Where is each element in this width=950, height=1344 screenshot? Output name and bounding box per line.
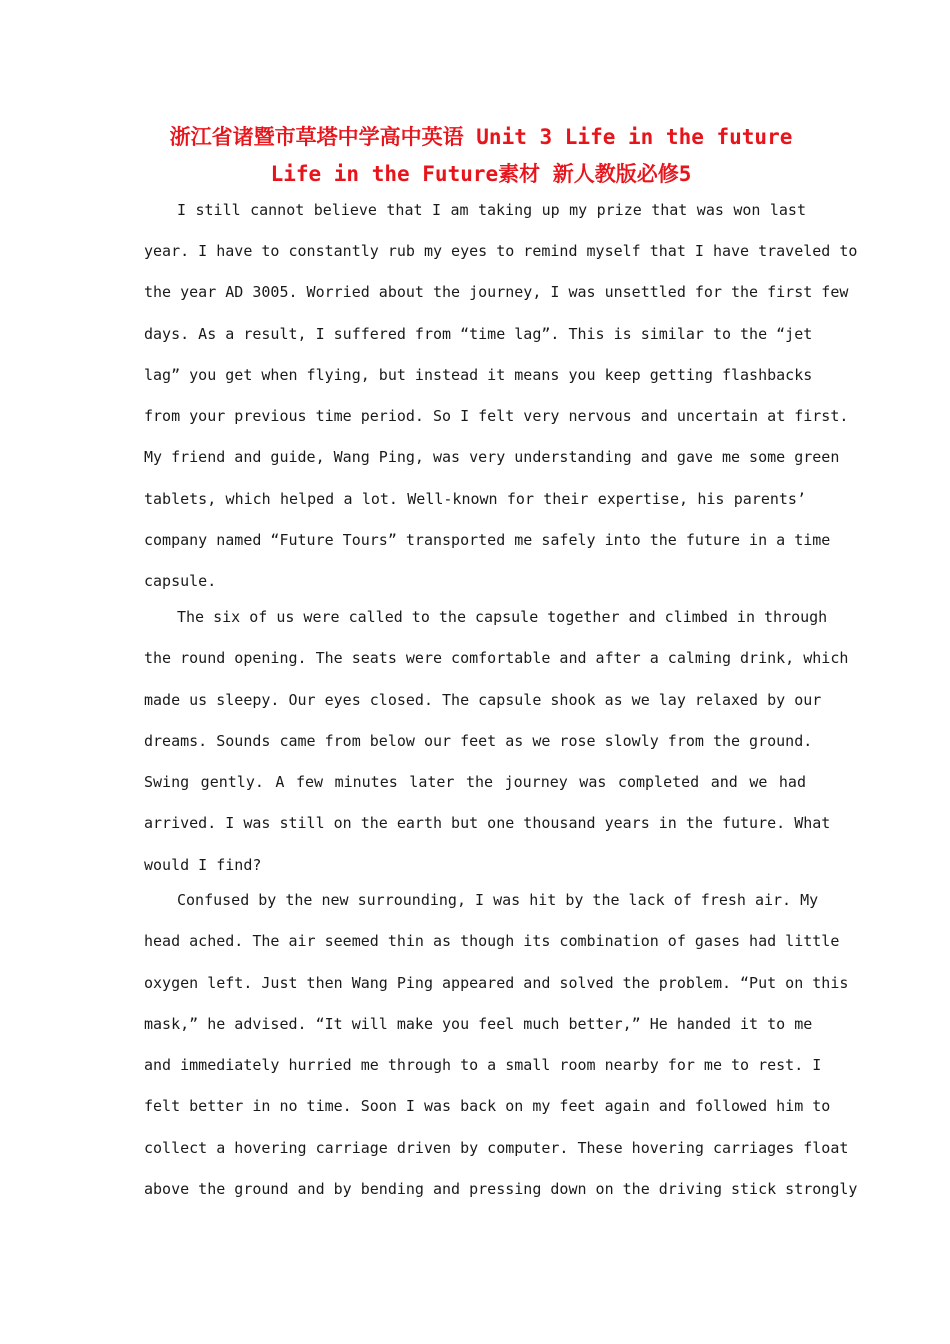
text-line: days. As a result, I suffered from “time lag”. This is similar to the “jet (144, 325, 813, 343)
text-line: dreams. Sounds came from below our feet as we rose slowly from the ground. (144, 732, 813, 750)
text-line: company named “Future Tours” transported me safely into the future in a time (144, 531, 831, 549)
text-line: made us sleepy. Our eyes closed. The capsule shook as we lay relaxed by our (144, 691, 822, 709)
text-line: and immediately hurried me through to a small room nearby for me to rest. I (144, 1056, 822, 1074)
text-line: felt better in no time. Soon I was back on my feet again and followed him to (144, 1097, 831, 1115)
text-line: My friend and guide, Wang Ping, was very understanding and gave me some green (144, 448, 840, 466)
text-line: the year AD 3005. Worried about the journey, I was unsettled for the first few (144, 283, 849, 301)
text-line: the round opening. The seats were comfortable and after a calming drink, which (144, 649, 849, 667)
text-line: capsule. (144, 572, 217, 590)
text-line: The six of us were called to the capsule together and climbed in through (177, 608, 828, 626)
text-line: tablets, which helped a lot. Well-known for their expertise, his parents’ (144, 490, 806, 508)
text-line: mask,” he advised. “It will make you feel much better,” He handed it to me (144, 1015, 813, 1033)
text-line: above the ground and by bending and pressing down on the driving stick strongly (144, 1180, 858, 1198)
text-line: oxygen left. Just then Wang Ping appeared and solved the problem. “Put on this (144, 974, 849, 992)
text-line: year. I have to constantly rub my eyes to remind myself that I have traveled to (144, 242, 858, 260)
text-line: I still cannot believe that I am taking up my prize that was won last (177, 201, 806, 219)
text-line: from your previous time period. So I felt very nervous and uncertain at first. (144, 407, 849, 425)
text-line: Swing gently. A few minutes later the journey was completed and we had (144, 773, 806, 791)
text-line: Confused by the new surrounding, I was hit by the lack of fresh air. My (177, 891, 819, 909)
text-line: lag” you get when flying, but instead it means you keep getting flashbacks (144, 366, 813, 384)
document-title-line-2: Life in the Future素材 新人教版必修5 (270, 162, 692, 186)
text-line: would I find? (144, 856, 262, 874)
document-title-line-1: 浙江省诸暨市草塔中学高中英语 Unit 3 Life in the future (169, 125, 793, 149)
text-line: collect a hovering carriage driven by computer. These hovering carriages float (144, 1139, 849, 1157)
text-line: arrived. I was still on the earth but one thousand years in the future. What (144, 814, 831, 832)
text-line: head ached. The air seemed thin as though its combination of gases had little (144, 932, 840, 950)
